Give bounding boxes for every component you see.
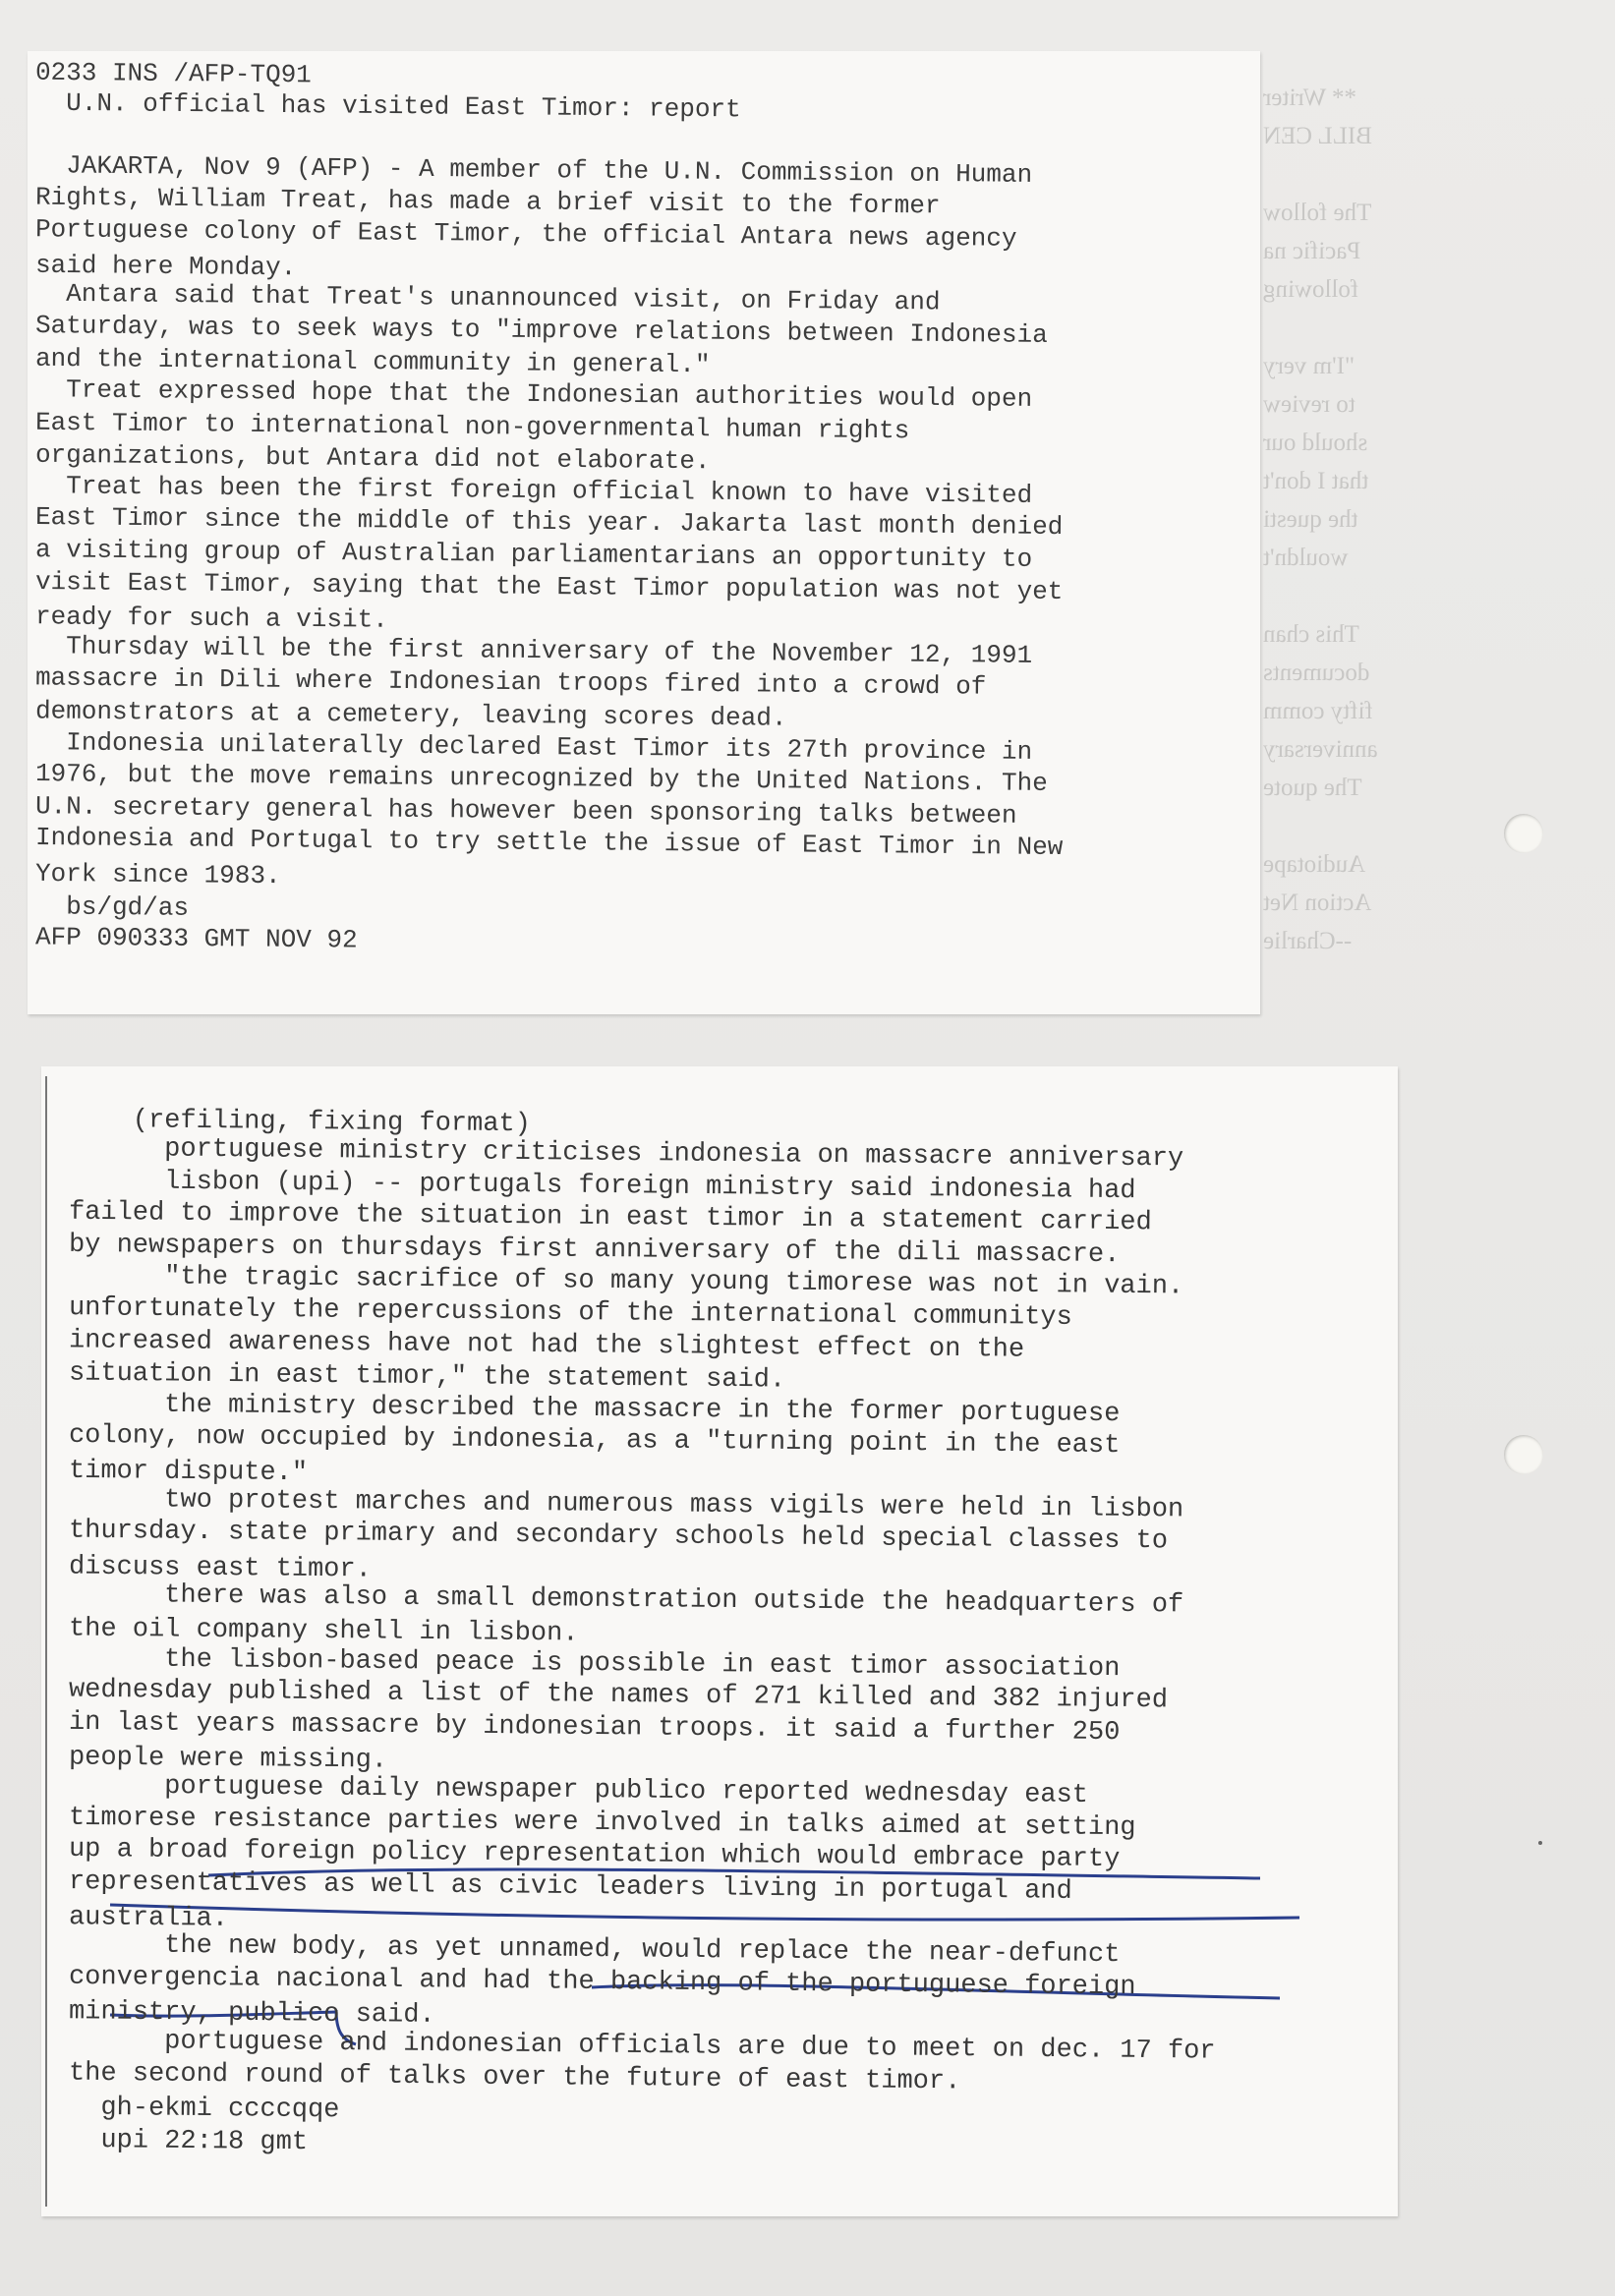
text-line: Antara said that Treat's unannounced visit, on Friday and	[34, 278, 941, 317]
text-line: massacre in Dili where Indonesian troops fired into a crowd of	[34, 662, 987, 703]
text-line: unfortunately the repercussions of the international communitys	[68, 1293, 1072, 1334]
text-line: ministry, publico said.	[68, 1997, 435, 2031]
text-line: the second round of talks over the future of east timor.	[68, 2058, 961, 2097]
text-line: wednesday published a list of the names of 271 killed and 382 injured	[68, 1675, 1169, 1716]
text-line: said here Monday.	[34, 250, 297, 282]
text-line: the lisbon-based peace is possible in east timor association	[68, 1643, 1121, 1684]
text-line: the oil company shell in lisbon.	[68, 1614, 579, 1649]
text-line: there was also a small demonstration outside the headquarters of	[68, 1579, 1184, 1621]
text-line: the new body, as yet unnamed, would replace the near-defunct	[68, 1930, 1121, 1971]
text-line: 1976, but the move remains unrecognized by the United Nations. The	[34, 759, 1048, 799]
text-line: demonstrators at a cemetery, leaving scores dead.	[34, 696, 787, 733]
text-line: Thursday will be the first anniversary of the November 12, 1991	[34, 630, 1033, 670]
ink-speck	[1538, 1841, 1542, 1845]
text-line: failed to improve the situation in east timor in a statement carried	[68, 1197, 1152, 1238]
text-line: Treat expressed hope that the Indonesian authorities would open	[34, 374, 1033, 414]
text-line: U.N. official has visited East Timor: report	[34, 87, 741, 125]
text-line: "the tragic sacrifice of so many young timorese was not in vain.	[68, 1261, 1184, 1302]
text-line: organizations, but Antara did not elaborate.	[34, 439, 711, 477]
punch-hole-top	[1504, 814, 1543, 853]
text-line: discuss east timor.	[68, 1552, 372, 1585]
text-line: Portuguese colony of East Timor, the official Antara news agency	[34, 214, 1017, 254]
text-line: in last years massacre by indonesian troops. it said a further 250	[68, 1707, 1121, 1748]
text-line: York since 1983.	[34, 858, 281, 891]
text-line: a visiting group of Australian parliamentarians an opportunity to	[34, 535, 1033, 574]
text-line: visit East Timor, saying that the East Timor population was not yet	[34, 566, 1064, 606]
text-line: portuguese daily newspaper publico reported wednesday east	[68, 1771, 1089, 1811]
text-line: gh-ekmi ccccqqe	[68, 2094, 340, 2126]
text-line: representatives as well as civic leaders living in portugal and	[68, 1866, 1072, 1907]
text-line: situation in east timor," the statement said.	[68, 1358, 786, 1396]
text-line: Indonesia unilaterally declared East Timor its 27th province in	[34, 726, 1033, 767]
text-line: portuguese ministry criticises indonesia on massacre anniversary	[68, 1133, 1184, 1175]
text-line: portuguese and indonesian officials are due to meet on dec. 17 for	[68, 2025, 1216, 2067]
text-line: Indonesia and Portugal to try settle the issue of East Timor in New	[34, 823, 1064, 863]
text-line: colony, now occupied by indonesia, as a "turning point in the east	[68, 1420, 1121, 1462]
punch-hole-bottom	[1504, 1435, 1543, 1474]
text-line: timor dispute."	[68, 1457, 309, 1489]
text-line: 0233 INS /AFP-TQ91	[34, 57, 312, 90]
text-line: thursday. state primary and secondary schools held special classes to	[68, 1516, 1169, 1557]
text-line: timorese resistance parties were involved in talks aimed at setting	[68, 1803, 1136, 1844]
upi-news-clipping	[41, 1066, 1398, 2216]
text-line: people were missing.	[68, 1743, 388, 1776]
text-line: by newspapers on thursdays first anniversary of the dili massacre.	[68, 1230, 1121, 1270]
text-line: (refiling, fixing format)	[68, 1105, 532, 1140]
text-line: East Timor since the middle of this year. Jakarta last month denied	[34, 502, 1064, 543]
text-line: East Timor to international non-governmental human rights	[34, 407, 910, 445]
text-line: AFP 090333 GMT NOV 92	[34, 922, 358, 955]
afp-news-clipping	[28, 51, 1260, 1014]
text-line: up a broad foreign policy representation which would embrace party	[68, 1835, 1121, 1875]
text-line: lisbon (upi) -- portugals foreign ministry said indonesia had	[68, 1166, 1136, 1207]
text-line: Treat has been the first foreign official known to have visited	[34, 470, 1033, 510]
bleed-through-text: ** Writer BILL CEN The follow Pacific na following "I'm very to review should our that I don't the questi wouldn't This chan documents fifty comm anniversary The quote Audiotape Action Net --Charlie	[1263, 85, 1378, 954]
text-line: and the international community in general."	[34, 344, 711, 380]
text-line: convergencia nacional and had the backing of the portuguese foreign	[68, 1962, 1136, 2003]
pen-underline-2	[110, 1905, 1299, 1920]
text-line: Saturday, was to seek ways to "improve relations between Indonesia	[34, 310, 1048, 350]
text-line: ready for such a visit.	[34, 602, 388, 635]
text-line: U.N. secretary general has however been sponsoring talks between	[34, 791, 1017, 831]
text-line: two protest marches and numerous mass vigils were held in lisbon	[68, 1484, 1184, 1525]
text-line: the ministry described the massacre in the former portuguese	[68, 1389, 1121, 1429]
text-line: australia.	[68, 1903, 229, 1934]
text-line: JAKARTA, Nov 9 (AFP) - A member of the U.N. Commission on Human	[34, 149, 1033, 190]
text-line: upi 22:18 gmt	[68, 2125, 309, 2157]
text-line: Rights, William Treat, has made a brief visit to the former	[34, 182, 941, 221]
clipping-fold-edge	[45, 1076, 47, 2207]
text-line: bs/gd/as	[34, 890, 190, 923]
text-line: increased awareness have not had the slightest effect on the	[68, 1326, 1025, 1365]
